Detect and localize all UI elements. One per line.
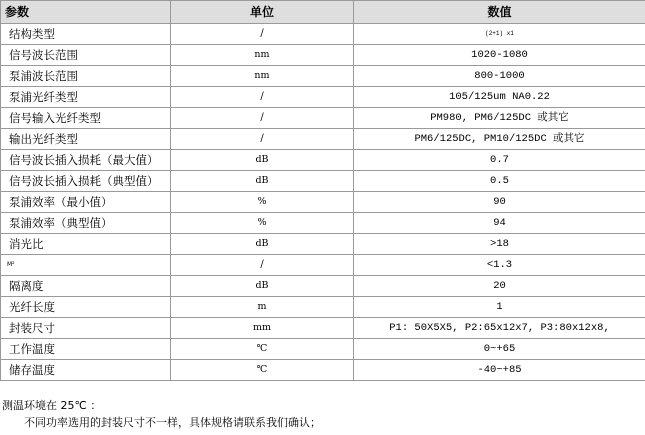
unit-cell: ℃ (171, 360, 354, 381)
unit-cell: / (171, 24, 354, 45)
param-cell: 工作温度 (1, 339, 171, 360)
param-cell: 泵浦光纤类型 (1, 87, 171, 108)
param-cell: 信号波长插入损耗（典型值） (1, 171, 171, 192)
table-row (1, 129, 645, 150)
table-row (1, 108, 645, 129)
unit-cell: nm (171, 45, 354, 66)
value-cell: 90 (354, 192, 645, 213)
param-cell: 信号波长范围 (1, 45, 171, 66)
param-cell: 泵浦波长范围 (1, 66, 171, 87)
header-value: 数值 (354, 1, 645, 24)
unit-cell: dB (171, 234, 354, 255)
param-cell: 封装尺寸 (1, 318, 171, 339)
table-row (1, 66, 645, 87)
table-row (1, 171, 645, 192)
note-package-size: 不同功率选用的封装尺寸不一样，具体规格请联系我们确认； (24, 416, 321, 429)
param-cell: 储存温度 (1, 360, 171, 381)
param-cell: 泵浦效率（典型值） (1, 213, 171, 234)
table-row (1, 255, 645, 276)
table-row (1, 150, 645, 171)
table-header-row (1, 1, 645, 24)
value-cell: <1.3 (354, 255, 645, 276)
table-row (1, 45, 645, 66)
unit-cell: dB (171, 276, 354, 297)
unit-cell: mm (171, 318, 354, 339)
table-row (1, 192, 645, 213)
unit-cell: nm (171, 66, 354, 87)
value-cell: 20 (354, 276, 645, 297)
header-unit: 单位 (171, 1, 354, 24)
value-cell: 94 (354, 213, 645, 234)
value-cell: 105/125um NA0.22 (354, 87, 645, 108)
param-cell: 输出光纤类型 (1, 129, 171, 150)
param-cell: 消光比 (1, 234, 171, 255)
table-row (1, 318, 645, 339)
table-row (1, 24, 645, 45)
value-cell: 1020-1080 (354, 45, 645, 66)
param-cell: 信号波长插入损耗（最大值） (1, 150, 171, 171)
param-cell: 隔离度 (1, 276, 171, 297)
value-cell: 0.7 (354, 150, 645, 171)
param-cell: 泵浦效率（最小值） (1, 192, 171, 213)
value-cell: P1: 50X5X5, P2:65x12x7, P3:80x12x8, (354, 318, 645, 339)
unit-cell: % (171, 213, 354, 234)
value-cell: 1 (354, 297, 645, 318)
table-row (1, 297, 645, 318)
unit-cell: / (171, 87, 354, 108)
header-param: 参数 (1, 1, 171, 24)
unit-cell: dB (171, 150, 354, 171)
param-cell: 信号输入光纤类型 (1, 108, 171, 129)
unit-cell: ℃ (171, 339, 354, 360)
value-cell: >18 (354, 234, 645, 255)
value-cell: (2+1) x1 (354, 24, 645, 45)
value-cell: PM980, PM6/125DC 或其它 (354, 108, 645, 129)
unit-cell: / (171, 108, 354, 129)
unit-cell: m (171, 297, 354, 318)
table-row (1, 87, 645, 108)
unit-cell: / (171, 255, 354, 276)
value-cell: 0~+65 (354, 339, 645, 360)
value-cell: PM6/125DC, PM10/125DC 或其它 (354, 129, 645, 150)
value-cell: -40~+85 (354, 360, 645, 381)
table-row (1, 276, 645, 297)
value-cell: 800-1000 (354, 66, 645, 87)
param-cell: 结构类型 (1, 24, 171, 45)
note-test-environment: 测温环境在 25℃ ： (2, 399, 102, 412)
unit-cell: dB (171, 171, 354, 192)
table-row (1, 213, 645, 234)
unit-cell: / (171, 129, 354, 150)
table-row (1, 360, 645, 381)
table-row (1, 234, 645, 255)
table-row (1, 339, 645, 360)
param-cell: 光纤长度 (1, 297, 171, 318)
value-cell: 0.5 (354, 171, 645, 192)
param-cell: M² (1, 255, 171, 276)
unit-cell: % (171, 192, 354, 213)
notes (0, 397, 645, 431)
